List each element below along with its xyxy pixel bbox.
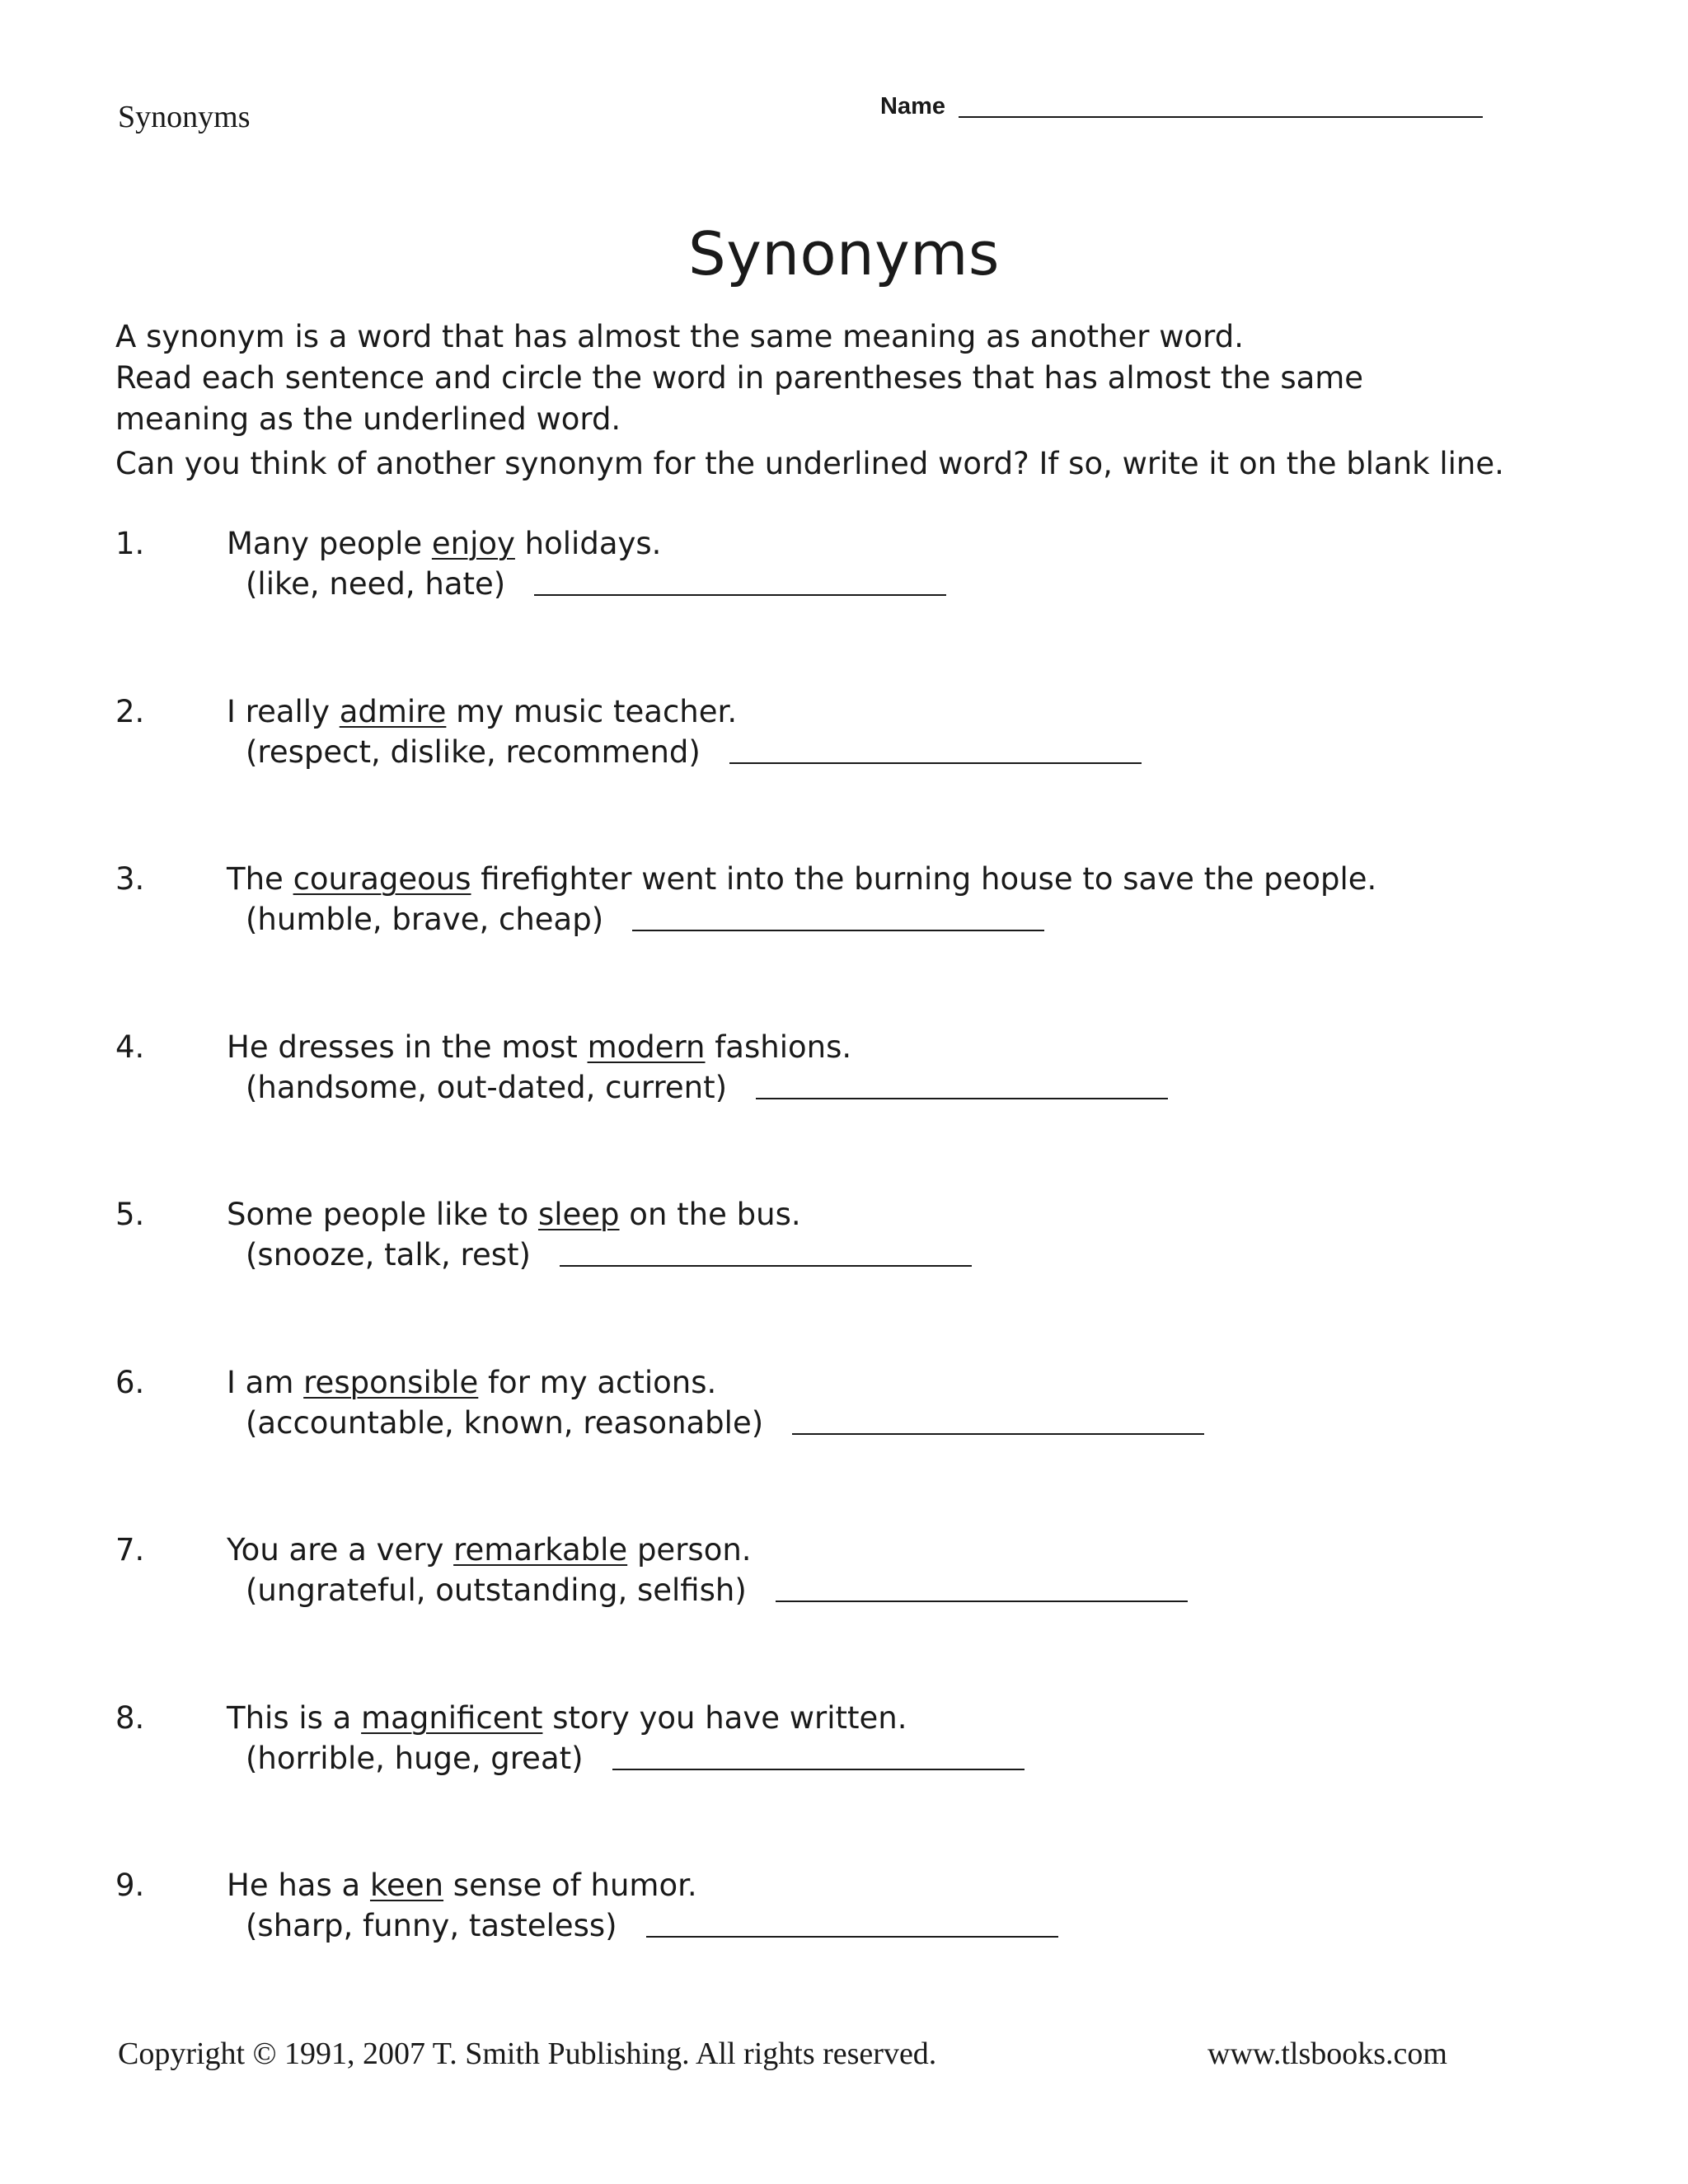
header-subject: Synonyms — [118, 100, 251, 134]
question-item — [115, 691, 1599, 860]
name-blank-line[interactable] — [959, 116, 1483, 118]
choice-options[interactable]: (respect, dislike, recommend) — [246, 733, 701, 770]
instruction-line: meaning as the underlined word. — [115, 401, 621, 437]
underlined-word: keen — [369, 1868, 444, 1903]
underlined-word: admire — [339, 693, 447, 729]
underlined-word: responsible — [303, 1364, 479, 1400]
answer-blank-line[interactable] — [646, 1936, 1058, 1938]
answer-blank-line[interactable] — [792, 1433, 1204, 1435]
question-sentence: He has a keen sense of humor. — [227, 1868, 697, 1903]
question-list — [115, 523, 1599, 2033]
underlined-word: sleep — [537, 1197, 620, 1232]
question-number: 6. — [115, 1364, 145, 1400]
question-item — [115, 1530, 1599, 1698]
answer-blank-line[interactable] — [632, 930, 1044, 931]
choice-row — [246, 1067, 1168, 1108]
choice-options[interactable]: (handsome, out-dated, current) — [246, 1069, 728, 1105]
question-number: 2. — [115, 693, 145, 729]
choice-options[interactable]: (snooze, talk, rest) — [246, 1237, 531, 1272]
underlined-word: courageous — [293, 861, 471, 897]
choice-options[interactable]: (ungrateful, outstanding, selfish) — [246, 1572, 747, 1608]
name-label: Name — [880, 93, 945, 120]
choice-row — [246, 564, 946, 605]
choice-options[interactable]: (horrible, huge, great) — [246, 1740, 584, 1776]
question-number: 5. — [115, 1197, 145, 1232]
choice-row — [246, 1738, 1025, 1779]
instruction-line: Read each sentence and circle the word in parentheses that has almost the same — [115, 360, 1364, 396]
answer-blank-line[interactable] — [756, 1098, 1168, 1099]
answer-blank-line[interactable] — [560, 1265, 972, 1267]
choice-options[interactable]: (accountable, known, reasonable) — [246, 1404, 764, 1441]
website-link[interactable]: www.tlsbooks.com — [1207, 2036, 1447, 2071]
answer-blank-line[interactable] — [729, 762, 1142, 764]
answer-blank-line[interactable] — [776, 1601, 1188, 1602]
copyright-notice: Copyright © 1991, 2007 T. Smith Publishing. All rights reserved. — [118, 2036, 937, 2071]
underlined-word: magnificent — [361, 1699, 543, 1736]
underlined-word: remarkable — [453, 1532, 628, 1568]
question-item — [115, 1194, 1599, 1362]
question-item — [115, 1027, 1599, 1195]
question-sentence: He dresses in the most modern fashions. — [227, 1029, 852, 1065]
question-item — [115, 1698, 1599, 1866]
question-sentence: Some people like to sleep on the bus. — [227, 1197, 801, 1232]
instruction-line: Can you think of another synonym for the underlined word? If so, write it on the blank line. — [115, 446, 1504, 481]
instruction-line: A synonym is a word that has almost the same meaning as another word. — [115, 319, 1244, 354]
choice-row — [246, 732, 1142, 773]
choice-row — [246, 1905, 1058, 1947]
choice-options[interactable]: (sharp, funny, tasteless) — [246, 1908, 617, 1943]
question-sentence: This is a magnificent story you have written. — [227, 1699, 907, 1736]
worksheet-title: Synonyms — [688, 219, 1000, 288]
choice-row — [246, 1570, 1188, 1611]
instructions — [115, 316, 1599, 485]
choice-options[interactable]: (like, need, hate) — [246, 566, 506, 602]
question-sentence: Many people enjoy holidays. — [227, 526, 662, 561]
question-item — [115, 523, 1599, 691]
question-sentence: The courageous firefighter went into the burning house to save the people. — [227, 861, 1377, 897]
question-item — [115, 859, 1599, 1027]
choice-row — [246, 899, 1044, 940]
choice-row — [246, 1235, 972, 1276]
question-sentence: I really admire my music teacher. — [227, 693, 738, 729]
answer-blank-line[interactable] — [534, 594, 946, 596]
choice-row — [246, 1403, 1204, 1444]
question-number: 7. — [115, 1532, 145, 1568]
underlined-word: modern — [587, 1029, 706, 1065]
question-sentence: I am responsible for my actions. — [227, 1364, 717, 1400]
question-number: 3. — [115, 861, 145, 897]
question-item — [115, 1865, 1599, 2033]
question-number: 8. — [115, 1699, 145, 1736]
question-number: 1. — [115, 526, 145, 561]
underlined-word: enjoy — [431, 526, 515, 561]
answer-blank-line[interactable] — [612, 1769, 1025, 1770]
question-number: 4. — [115, 1029, 145, 1065]
question-sentence: You are a very remarkable person. — [227, 1532, 752, 1568]
question-number: 9. — [115, 1868, 145, 1903]
question-item — [115, 1362, 1599, 1530]
choice-options[interactable]: (humble, brave, cheap) — [246, 902, 604, 937]
